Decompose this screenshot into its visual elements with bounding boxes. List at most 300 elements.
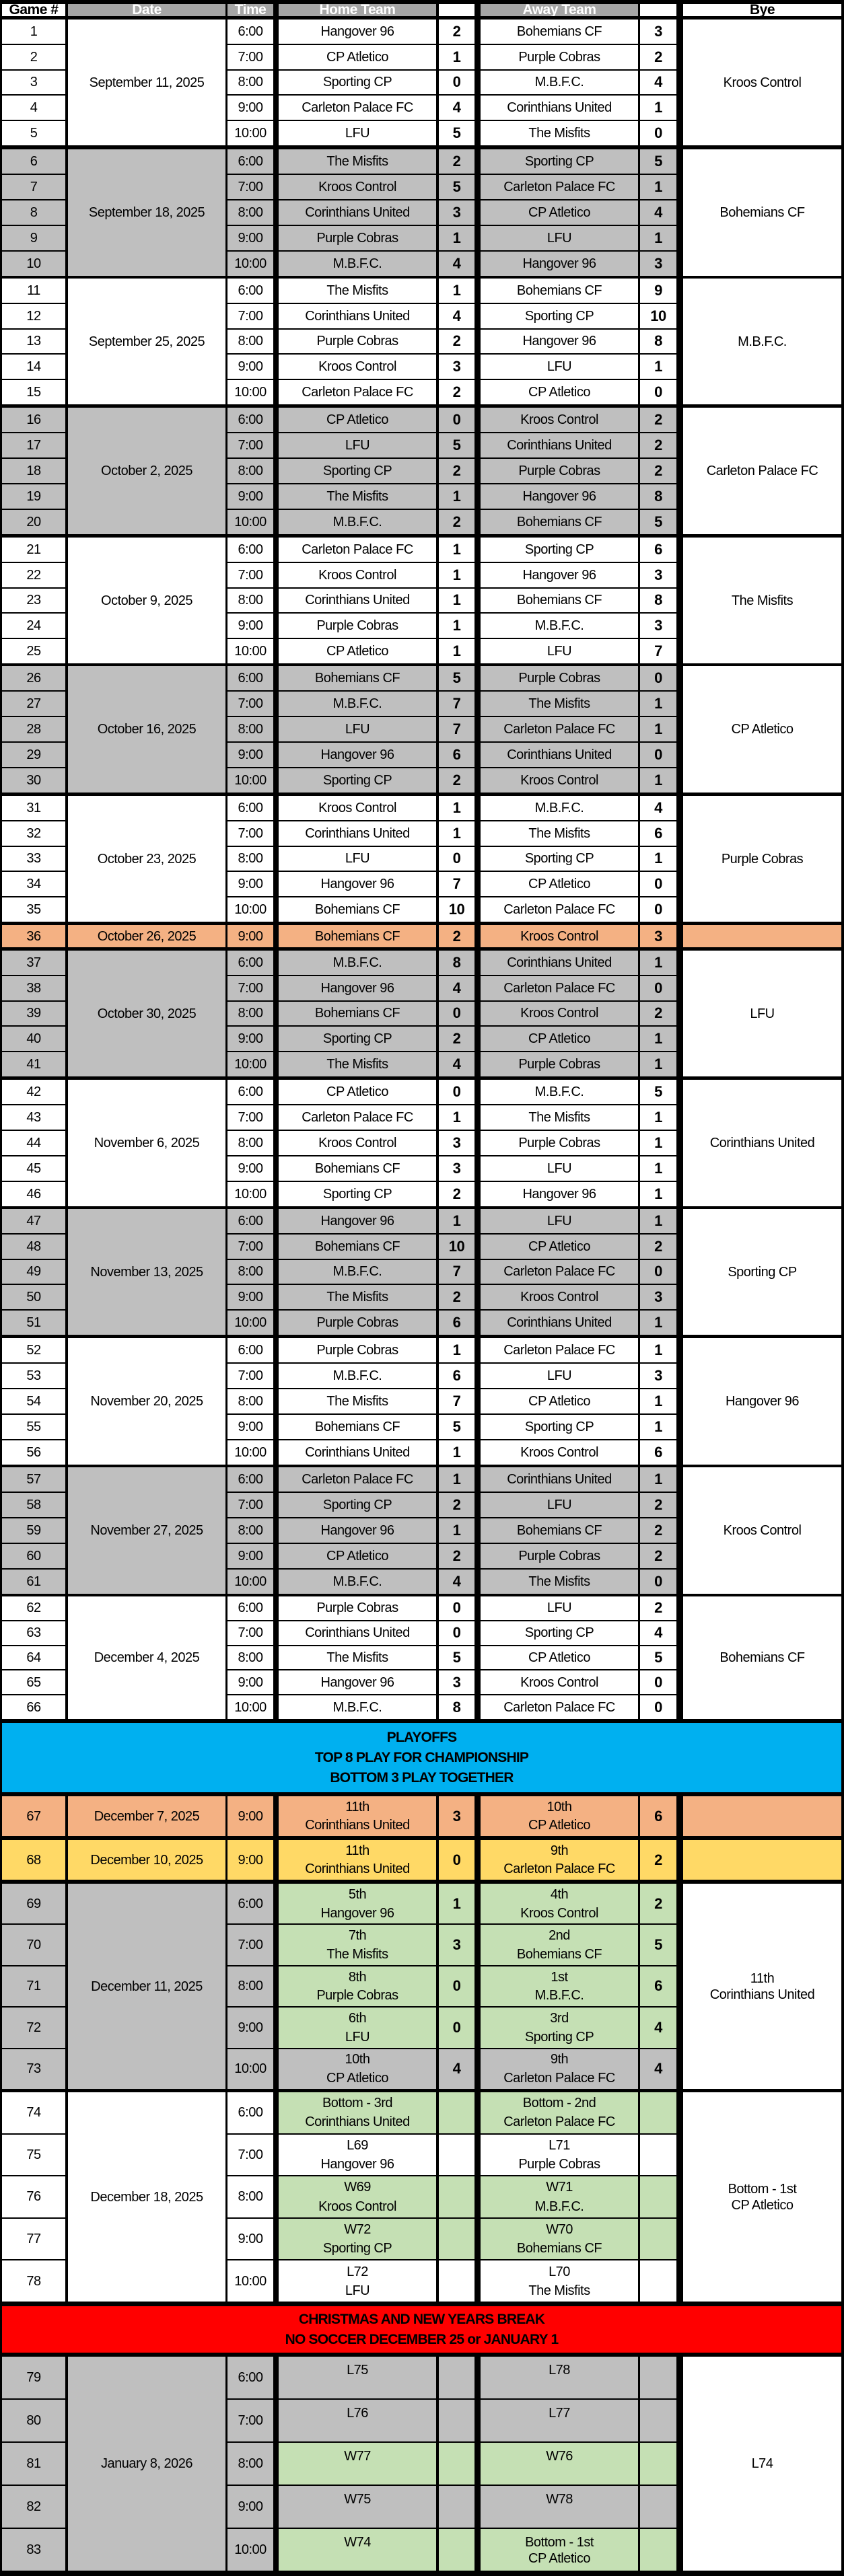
away-team-name: The Misfits bbox=[528, 2283, 590, 2298]
game-time: 7:00 bbox=[227, 304, 273, 328]
away-score: 2 bbox=[640, 1884, 676, 1923]
game-number: 52 bbox=[2, 1338, 65, 1362]
playoffs-title: PLAYOFFS bbox=[386, 1729, 457, 1745]
home-team: Kroos Control bbox=[279, 1131, 436, 1155]
away-team: Kroos Control bbox=[481, 1285, 638, 1309]
home-team bbox=[279, 2443, 436, 2485]
home-score: 1 bbox=[439, 1105, 474, 1130]
home-score: 1 bbox=[439, 821, 474, 846]
away-score: 0 bbox=[640, 666, 676, 690]
home-score: 3 bbox=[439, 1131, 474, 1155]
away-team: M.B.F.C. bbox=[481, 796, 638, 820]
away-score: 2 bbox=[640, 1493, 676, 1517]
week-date: October 2, 2025 bbox=[68, 408, 225, 534]
away-seed: 9th bbox=[550, 1843, 569, 1858]
home-seed: W75 bbox=[344, 2492, 371, 2507]
home-team: Bohemians CF bbox=[279, 925, 436, 947]
game-number: 67 bbox=[2, 1796, 65, 1836]
away-team: Sporting CP bbox=[481, 304, 638, 328]
holiday-break-note: NO SOCCER DECEMBER 25 or JANUARY 1 bbox=[285, 2331, 559, 2347]
away-score: 0 bbox=[640, 1695, 676, 1719]
week-date: October 30, 2025 bbox=[68, 951, 225, 1076]
home-team: Sporting CP bbox=[279, 1182, 436, 1206]
home-team: Kroos Control bbox=[279, 796, 436, 820]
home-score: 1 bbox=[439, 538, 474, 562]
header-away-score bbox=[640, 4, 676, 16]
away-score: 4 bbox=[640, 200, 676, 225]
game-number: 51 bbox=[2, 1311, 65, 1335]
away-team: Corinthians United bbox=[481, 743, 638, 767]
game-number: 57 bbox=[2, 1467, 65, 1492]
week-bye-team bbox=[683, 925, 841, 947]
home-team: Corinthians United bbox=[279, 304, 436, 328]
away-team bbox=[481, 2092, 638, 2133]
home-team-name: Hangover 96 bbox=[320, 2157, 394, 2172]
bye-team-name: Corinthians United bbox=[709, 1987, 815, 2002]
game-time: 9:00 bbox=[227, 2008, 273, 2047]
away-score: 2 bbox=[640, 408, 676, 432]
game-time: 8:00 bbox=[227, 1646, 273, 1670]
home-score: 2 bbox=[439, 1182, 474, 1206]
home-team: CP Atletico bbox=[279, 408, 436, 432]
home-team: Bohemians CF bbox=[279, 1415, 436, 1439]
away-team: Corinthians United bbox=[481, 433, 638, 457]
away-team: Carleton Palace FC bbox=[481, 897, 638, 922]
home-score: 1 bbox=[439, 1440, 474, 1465]
away-team: Carleton Palace FC bbox=[481, 175, 638, 199]
home-score: 3 bbox=[439, 355, 474, 379]
away-score bbox=[640, 2443, 676, 2485]
away-score bbox=[640, 2260, 676, 2302]
home-team: Purple Cobras bbox=[279, 330, 436, 354]
away-team: Kroos Control bbox=[481, 408, 638, 432]
away-score: 6 bbox=[640, 1966, 676, 2006]
game-number: 11 bbox=[2, 279, 65, 303]
home-team: Corinthians United bbox=[279, 1440, 436, 1465]
away-score: 6 bbox=[640, 1796, 676, 1836]
away-team: CP Atletico bbox=[481, 380, 638, 404]
home-score: 1 bbox=[439, 484, 474, 509]
game-number: 55 bbox=[2, 1415, 65, 1439]
away-team-name: M.B.F.C. bbox=[534, 1988, 584, 2003]
away-seed: L70 bbox=[549, 2264, 570, 2279]
home-team: M.B.F.C. bbox=[279, 1364, 436, 1388]
home-score: 3 bbox=[439, 200, 474, 225]
home-team: Carleton Palace FC bbox=[279, 1105, 436, 1130]
home-team: M.B.F.C. bbox=[279, 692, 436, 716]
home-score bbox=[439, 2092, 474, 2133]
away-team: Bohemians CF bbox=[481, 279, 638, 303]
home-team bbox=[279, 2092, 436, 2133]
home-team: LFU bbox=[279, 717, 436, 741]
away-seed: 4th bbox=[550, 1886, 569, 1902]
game-number: 12 bbox=[2, 304, 65, 328]
home-team: Bohemians CF bbox=[279, 666, 436, 690]
game-time: 8:00 bbox=[227, 1966, 273, 2006]
home-seed: W77 bbox=[344, 2449, 371, 2464]
game-number: 37 bbox=[2, 951, 65, 975]
game-time: 8:00 bbox=[227, 71, 273, 95]
home-team: Purple Cobras bbox=[279, 1311, 436, 1335]
home-score bbox=[439, 2486, 474, 2528]
home-score: 1 bbox=[439, 639, 474, 663]
home-team: Sporting CP bbox=[279, 1493, 436, 1517]
away-seed: W70 bbox=[546, 2221, 573, 2237]
away-team: The Misfits bbox=[481, 821, 638, 846]
game-time: 7:00 bbox=[227, 1105, 273, 1130]
game-time: 6:00 bbox=[227, 1467, 273, 1492]
away-score: 4 bbox=[640, 2049, 676, 2089]
home-team: The Misfits bbox=[279, 149, 436, 174]
home-team: The Misfits bbox=[279, 484, 436, 509]
away-team bbox=[481, 1796, 638, 1836]
game-number: 49 bbox=[2, 1260, 65, 1284]
away-team bbox=[481, 2008, 638, 2047]
away-team: LFU bbox=[481, 1596, 638, 1620]
home-score: 3 bbox=[439, 1796, 474, 1836]
away-team bbox=[481, 2219, 638, 2260]
home-score: 6 bbox=[439, 1364, 474, 1388]
game-time: 9:00 bbox=[227, 2486, 273, 2528]
home-team bbox=[279, 1796, 436, 1836]
game-number: 62 bbox=[2, 1596, 65, 1620]
away-team bbox=[481, 2260, 638, 2302]
away-seed: 2nd bbox=[549, 1928, 570, 1944]
game-number: 17 bbox=[2, 433, 65, 457]
home-score: 3 bbox=[439, 1670, 474, 1694]
away-team-name: CP Atletico bbox=[528, 2551, 590, 2566]
game-number: 8 bbox=[2, 200, 65, 225]
game-time: 8:00 bbox=[227, 717, 273, 741]
away-team: LFU bbox=[481, 355, 638, 379]
home-team bbox=[279, 2008, 436, 2047]
home-team: The Misfits bbox=[279, 279, 436, 303]
game-time: 7:00 bbox=[227, 976, 273, 1000]
away-team: Purple Cobras bbox=[481, 45, 638, 69]
game-number: 74 bbox=[2, 2092, 65, 2133]
away-team bbox=[481, 1966, 638, 2006]
game-number: 19 bbox=[2, 484, 65, 509]
away-seed: W76 bbox=[546, 2449, 573, 2464]
away-team-name: CP Atletico bbox=[528, 1818, 590, 1833]
game-time: 9:00 bbox=[227, 872, 273, 896]
away-team: CP Atletico bbox=[481, 1389, 638, 1413]
away-seed: Bottom - 1st bbox=[525, 2535, 594, 2550]
game-number: 34 bbox=[2, 872, 65, 896]
away-score: 0 bbox=[640, 976, 676, 1000]
home-team: Carleton Palace FC bbox=[279, 380, 436, 404]
away-team-name: Bohemians CF bbox=[516, 1946, 602, 1962]
home-seed: 6th bbox=[348, 2011, 367, 2026]
week-bye-team bbox=[683, 1796, 841, 1836]
away-score: 2 bbox=[640, 459, 676, 483]
home-score: 0 bbox=[439, 1080, 474, 1104]
game-time: 6:00 bbox=[227, 1596, 273, 1620]
away-team bbox=[481, 2049, 638, 2089]
game-number: 15 bbox=[2, 380, 65, 404]
home-score: 7 bbox=[439, 1260, 474, 1284]
away-score: 1 bbox=[640, 1338, 676, 1362]
home-score bbox=[439, 2260, 474, 2302]
away-score: 1 bbox=[640, 1105, 676, 1130]
game-time: 10:00 bbox=[227, 1695, 273, 1719]
away-team: Corinthians United bbox=[481, 951, 638, 975]
week-date: December 11, 2025 bbox=[68, 1884, 225, 2089]
away-team bbox=[481, 2357, 638, 2398]
away-team: CP Atletico bbox=[481, 1027, 638, 1051]
week-date: October 16, 2025 bbox=[68, 666, 225, 793]
away-seed: 10th bbox=[547, 1799, 572, 1814]
home-team bbox=[279, 2400, 436, 2441]
away-team: M.B.F.C. bbox=[481, 71, 638, 95]
game-number: 33 bbox=[2, 847, 65, 871]
home-score: 0 bbox=[439, 1966, 474, 2006]
away-score: 2 bbox=[640, 1235, 676, 1259]
home-score: 1 bbox=[439, 226, 474, 250]
away-team: Hangover 96 bbox=[481, 563, 638, 587]
home-score: 1 bbox=[439, 1884, 474, 1923]
away-seed: L71 bbox=[549, 2137, 570, 2153]
game-time: 9:00 bbox=[227, 1415, 273, 1439]
bye-seed: Bottom - 1st bbox=[728, 2181, 797, 2197]
game-time: 6:00 bbox=[227, 2092, 273, 2133]
game-time: 10:00 bbox=[227, 639, 273, 663]
home-team: Hangover 96 bbox=[279, 743, 436, 767]
home-score: 1 bbox=[439, 1467, 474, 1492]
game-number: 4 bbox=[2, 96, 65, 120]
away-team: Sporting CP bbox=[481, 538, 638, 562]
week-date: September 25, 2025 bbox=[68, 279, 225, 404]
game-time: 6:00 bbox=[227, 796, 273, 820]
game-time: 10:00 bbox=[227, 1570, 273, 1594]
home-team bbox=[279, 2357, 436, 2398]
away-score: 1 bbox=[640, 1389, 676, 1413]
game-number: 44 bbox=[2, 1131, 65, 1155]
week-date: November 13, 2025 bbox=[68, 1209, 225, 1335]
game-time: 10:00 bbox=[227, 768, 273, 793]
game-time: 8:00 bbox=[227, 330, 273, 354]
game-time: 10:00 bbox=[227, 1052, 273, 1076]
home-team: Hangover 96 bbox=[279, 20, 436, 44]
away-score: 10 bbox=[640, 304, 676, 328]
home-team: The Misfits bbox=[279, 1285, 436, 1309]
home-team: Corinthians United bbox=[279, 821, 436, 846]
home-score: 2 bbox=[439, 380, 474, 404]
game-number: 16 bbox=[2, 408, 65, 432]
game-number: 61 bbox=[2, 1570, 65, 1594]
away-team bbox=[481, 2135, 638, 2176]
game-time: 7:00 bbox=[227, 692, 273, 716]
away-team bbox=[481, 1884, 638, 1923]
week-date: December 4, 2025 bbox=[68, 1596, 225, 1719]
game-number: 10 bbox=[2, 252, 65, 276]
header-away-team: Away Team bbox=[481, 4, 638, 16]
game-time: 8:00 bbox=[227, 589, 273, 613]
game-time: 6:00 bbox=[227, 408, 273, 432]
game-number: 45 bbox=[2, 1156, 65, 1181]
away-score: 5 bbox=[640, 1646, 676, 1670]
home-seed: 11th bbox=[345, 1843, 370, 1858]
away-team bbox=[481, 2529, 638, 2571]
game-time: 9:00 bbox=[227, 2219, 273, 2260]
home-team: M.B.F.C. bbox=[279, 1695, 436, 1719]
home-team: M.B.F.C. bbox=[279, 510, 436, 534]
home-score: 4 bbox=[439, 1570, 474, 1594]
away-score: 1 bbox=[640, 1182, 676, 1206]
home-score: 4 bbox=[439, 2049, 474, 2089]
away-team: LFU bbox=[481, 1493, 638, 1517]
home-team: M.B.F.C. bbox=[279, 1570, 436, 1594]
week-bye-team: Kroos Control bbox=[683, 20, 841, 145]
week-bye-team bbox=[683, 2357, 841, 2571]
home-score: 4 bbox=[439, 1052, 474, 1076]
game-number: 66 bbox=[2, 1695, 65, 1719]
away-score: 3 bbox=[640, 20, 676, 44]
away-team: Bohemians CF bbox=[481, 1518, 638, 1543]
home-team bbox=[279, 2260, 436, 2302]
home-seed: L76 bbox=[347, 2406, 368, 2421]
away-score: 9 bbox=[640, 279, 676, 303]
home-score: 1 bbox=[439, 614, 474, 638]
away-team: Purple Cobras bbox=[481, 1131, 638, 1155]
home-team-name: LFU bbox=[345, 2029, 370, 2045]
home-score: 7 bbox=[439, 717, 474, 741]
holiday-break-title: CHRISTMAS AND NEW YEARS BREAK bbox=[298, 2311, 545, 2327]
bye-team-name: CP Atletico bbox=[731, 2197, 794, 2213]
away-score: 2 bbox=[640, 1518, 676, 1543]
away-team: Bohemians CF bbox=[481, 20, 638, 44]
playoffs-banner bbox=[2, 1723, 841, 1792]
home-team-name: Corinthians United bbox=[305, 2114, 410, 2130]
home-team: Kroos Control bbox=[279, 175, 436, 199]
home-score: 6 bbox=[439, 743, 474, 767]
away-team: M.B.F.C. bbox=[481, 614, 638, 638]
header-time: Time bbox=[227, 4, 273, 16]
away-score: 8 bbox=[640, 484, 676, 509]
game-time: 9:00 bbox=[227, 226, 273, 250]
home-score bbox=[439, 2443, 474, 2485]
home-team-name: Kroos Control bbox=[318, 2199, 396, 2214]
away-score bbox=[640, 2486, 676, 2528]
game-time: 10:00 bbox=[227, 380, 273, 404]
game-time: 9:00 bbox=[227, 1156, 273, 1181]
header-home-score bbox=[439, 4, 474, 16]
game-number: 2 bbox=[2, 45, 65, 69]
away-score: 1 bbox=[640, 1052, 676, 1076]
game-time: 10:00 bbox=[227, 897, 273, 922]
home-score: 2 bbox=[439, 149, 474, 174]
game-number: 56 bbox=[2, 1440, 65, 1465]
away-team: Sporting CP bbox=[481, 1621, 638, 1645]
game-time: 8:00 bbox=[227, 200, 273, 225]
home-score: 1 bbox=[439, 279, 474, 303]
away-score: 0 bbox=[640, 1260, 676, 1284]
home-team bbox=[279, 1840, 436, 1880]
home-seed: L69 bbox=[347, 2137, 368, 2153]
away-score: 6 bbox=[640, 538, 676, 562]
game-time: 7:00 bbox=[227, 1235, 273, 1259]
home-seed: 7th bbox=[348, 1928, 367, 1944]
away-score: 0 bbox=[640, 1570, 676, 1594]
away-score bbox=[640, 2176, 676, 2217]
away-team: Corinthians United bbox=[481, 96, 638, 120]
away-seed: 9th bbox=[550, 2052, 569, 2067]
home-team bbox=[279, 2219, 436, 2260]
game-time: 8:00 bbox=[227, 1260, 273, 1284]
away-score bbox=[640, 2219, 676, 2260]
home-score: 2 bbox=[439, 330, 474, 354]
home-team: CP Atletico bbox=[279, 45, 436, 69]
away-score: 1 bbox=[640, 1027, 676, 1051]
game-time: 8:00 bbox=[227, 847, 273, 871]
game-number: 29 bbox=[2, 743, 65, 767]
game-time: 9:00 bbox=[227, 925, 273, 947]
game-time: 7:00 bbox=[227, 45, 273, 69]
game-time: 9:00 bbox=[227, 96, 273, 120]
game-time: 10:00 bbox=[227, 2049, 273, 2089]
home-team bbox=[279, 1925, 436, 1964]
away-score: 1 bbox=[640, 355, 676, 379]
away-team-name: Carleton Palace FC bbox=[503, 1862, 615, 1877]
away-score: 1 bbox=[640, 1467, 676, 1492]
home-score: 8 bbox=[439, 1695, 474, 1719]
away-team: CP Atletico bbox=[481, 200, 638, 225]
game-number: 79 bbox=[2, 2357, 65, 2398]
away-seed: W78 bbox=[546, 2492, 573, 2507]
home-score: 4 bbox=[439, 96, 474, 120]
away-score: 2 bbox=[640, 1840, 676, 1880]
game-time: 10:00 bbox=[227, 1182, 273, 1206]
away-score: 0 bbox=[640, 743, 676, 767]
bye-seed: L74 bbox=[751, 2456, 773, 2471]
home-team: Corinthians United bbox=[279, 589, 436, 613]
week-bye-team: Purple Cobras bbox=[683, 796, 841, 922]
home-team bbox=[279, 2486, 436, 2528]
away-team: CP Atletico bbox=[481, 1235, 638, 1259]
week-bye-team bbox=[683, 1884, 841, 2089]
home-score: 0 bbox=[439, 71, 474, 95]
home-score: 1 bbox=[439, 1338, 474, 1362]
home-score: 0 bbox=[439, 847, 474, 871]
away-team-name: Kroos Control bbox=[520, 1905, 598, 1921]
away-score: 0 bbox=[640, 121, 676, 145]
away-team: Carleton Palace FC bbox=[481, 1338, 638, 1362]
game-number: 22 bbox=[2, 563, 65, 587]
bye-seed: 11th bbox=[750, 1971, 775, 1986]
home-team: M.B.F.C. bbox=[279, 252, 436, 276]
game-number: 70 bbox=[2, 1925, 65, 1964]
home-score: 7 bbox=[439, 1389, 474, 1413]
game-number: 60 bbox=[2, 1544, 65, 1568]
away-score: 1 bbox=[640, 1415, 676, 1439]
home-score: 2 bbox=[439, 1493, 474, 1517]
away-team: Hangover 96 bbox=[481, 484, 638, 509]
home-score bbox=[439, 2529, 474, 2571]
home-score: 8 bbox=[439, 951, 474, 975]
away-score: 2 bbox=[640, 1002, 676, 1026]
game-time: 8:00 bbox=[227, 1518, 273, 1543]
home-score: 4 bbox=[439, 304, 474, 328]
home-team: Corinthians United bbox=[279, 200, 436, 225]
away-team bbox=[481, 2486, 638, 2528]
home-team: Purple Cobras bbox=[279, 1596, 436, 1620]
game-number: 39 bbox=[2, 1002, 65, 1026]
week-date: December 10, 2025 bbox=[68, 1840, 225, 1880]
away-team: Kroos Control bbox=[481, 1002, 638, 1026]
game-number: 14 bbox=[2, 355, 65, 379]
game-time: 10:00 bbox=[227, 2529, 273, 2571]
away-score: 1 bbox=[640, 226, 676, 250]
